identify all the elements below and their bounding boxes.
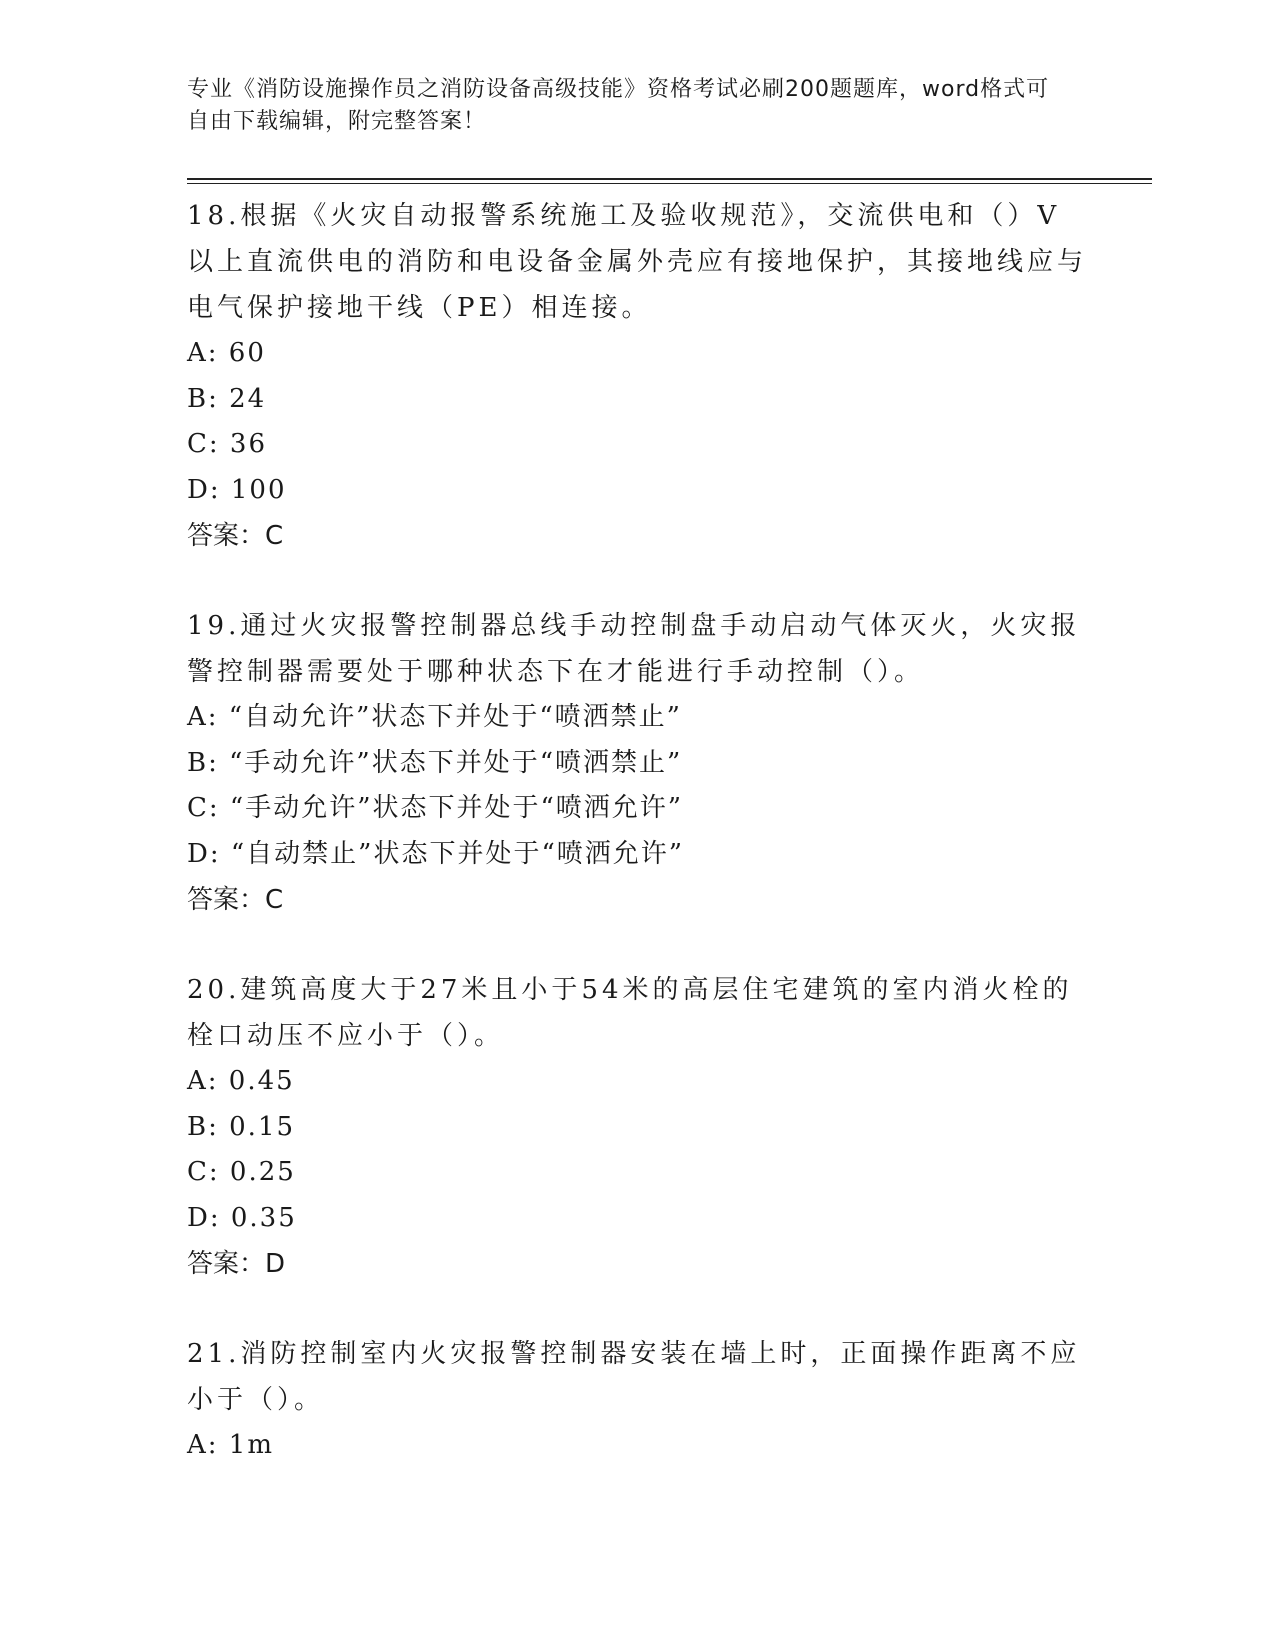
question-18: [187, 193, 1087, 559]
header-divider-thin: [187, 183, 1152, 184]
answer: 答案：C: [187, 521, 284, 551]
question-stem: 18.根据《火灾自动报警系统施工及验收规范》，交流供电和（）V以上直流供电的消防和电设备金属外壳应有接地保护，其接地线应与电气保护接地干线（PE）相连接。: [187, 201, 1088, 323]
header-divider-thick: [187, 178, 1152, 180]
answer: 答案：D: [187, 1249, 286, 1279]
question-20: [187, 967, 1087, 1287]
option-a: A: 0.45: [187, 1066, 295, 1096]
answer: 答案：C: [187, 885, 284, 915]
document-header: 专业《消防设施操作员之消防设备高级技能》资格考试必刷200题题库，word格式可自由下载编辑，附完整答案！: [187, 77, 1050, 134]
option-b: B: 0.15: [187, 1111, 296, 1142]
question-21: [187, 1331, 1087, 1469]
option-a: A: 1m: [187, 1430, 274, 1460]
question-stem: 19.通过火灾报警控制器总线手动控制盘手动启动气体灭火，火灾报警控制器需要处于哪种状态下在才能进行手动控制（）。: [187, 611, 1081, 687]
option-b: B: “手动允许”状态下并处于“喷洒禁止”: [187, 747, 683, 778]
question-19: [187, 603, 1087, 923]
option-c: C: 36: [187, 429, 268, 459]
question-stem: 20.建筑高度大于27米且小于54米的高层住宅建筑的室内消火栓的栓口动压不应小于（）。: [187, 975, 1073, 1051]
option-b: B: 24: [187, 383, 267, 414]
option-d: D: 0.35: [187, 1202, 297, 1233]
option-d: D: 100: [187, 474, 287, 505]
option-a: A: 60: [187, 338, 266, 368]
option-a: A: “自动允许”状态下并处于“喷洒禁止”: [187, 702, 682, 732]
question-list: [187, 193, 1087, 1469]
option-c: C: “手动允许”状态下并处于“喷洒允许”: [187, 793, 684, 823]
question-stem: 21.消防控制室内火灾报警控制器安装在墙上时，正面操作距离不应小于（）。: [187, 1339, 1081, 1415]
option-d: D: “自动禁止”状态下并处于“喷洒允许”: [187, 838, 685, 869]
option-c: C: 0.25: [187, 1157, 296, 1187]
